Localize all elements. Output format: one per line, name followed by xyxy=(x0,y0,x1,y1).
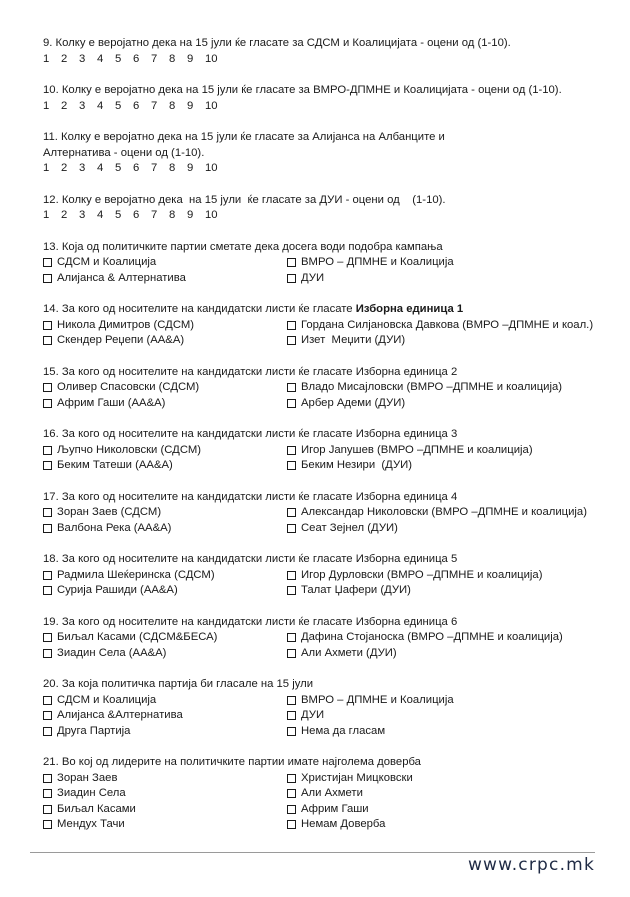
checkbox-icon[interactable] xyxy=(287,383,296,392)
checkbox-icon[interactable] xyxy=(43,820,52,829)
checkbox-icon[interactable] xyxy=(287,336,296,345)
checkbox-icon[interactable] xyxy=(43,383,52,392)
options-grid xyxy=(43,318,613,349)
option-checkbox[interactable] xyxy=(43,724,287,740)
option-checkbox[interactable] xyxy=(43,255,287,271)
option-label: Радмила Шеќеринска (СДСМ) xyxy=(57,568,215,581)
option-label: Зоран Заев (СДСМ) xyxy=(57,506,162,518)
question-10 xyxy=(43,83,613,114)
option-label: Љупчо Николовски (СДСМ) xyxy=(57,443,202,456)
scale-value: 7 xyxy=(151,162,158,174)
scale-value: 9 xyxy=(187,52,194,65)
option-checkbox[interactable] xyxy=(43,318,287,334)
scale-value: 8 xyxy=(169,52,176,65)
question-title: 18. За кого од носителите на кандидатски листи ќе гласате Изборна единица 5 xyxy=(43,553,458,565)
option-label: Зиадин Села (АА&А) xyxy=(57,646,167,659)
question-text: 14. За кого од носителите на кандидатски листи ќе гласате xyxy=(43,303,356,315)
checkbox-icon[interactable] xyxy=(287,696,296,705)
option-checkbox[interactable] xyxy=(287,505,613,521)
scale-value: 1 xyxy=(43,162,50,174)
option-label: СДСМ и Коалиција xyxy=(57,693,157,706)
scale-value: 4 xyxy=(97,99,104,112)
rating-scale xyxy=(43,208,613,224)
scale-value: 9 xyxy=(187,99,194,112)
checkbox-icon[interactable] xyxy=(287,446,296,455)
checkbox-icon[interactable] xyxy=(43,258,52,267)
checkbox-icon[interactable] xyxy=(287,274,296,283)
option-label: Нема да гласам xyxy=(301,724,386,737)
option-checkbox[interactable] xyxy=(287,802,613,818)
scale-value: 5 xyxy=(115,209,122,221)
option-label: Африм Гаши xyxy=(301,802,369,815)
option-label: Сеат Зејнел (ДУИ) xyxy=(301,521,398,534)
option-checkbox[interactable] xyxy=(43,583,287,599)
question-title: 17. За кого од носителите на кандидатски листи ќе гласате Изборна единица 4 xyxy=(43,490,458,503)
question-9 xyxy=(43,36,613,67)
scale-value: 6 xyxy=(133,162,140,174)
checkbox-icon[interactable] xyxy=(43,633,52,642)
question-title: 11. Колку е веројатно дека на 15 јули ќе гласате за Алијанса на Албанците и Алтернатива - оцени од (1-10). xyxy=(43,131,445,159)
options-grid xyxy=(43,630,613,661)
option-label: Зиадин Села xyxy=(57,787,126,799)
survey-questions xyxy=(43,36,613,849)
option-label: СДСМ и Коалиција xyxy=(57,256,157,268)
option-checkbox[interactable] xyxy=(43,271,287,287)
option-checkbox[interactable] xyxy=(287,630,613,646)
options-grid xyxy=(43,380,613,411)
scale-value: 2 xyxy=(61,162,68,174)
option-label: Игор Janушев (ВМРО –ДПМНЕ и коалиција) xyxy=(301,443,533,456)
option-label: Алијанса &Алтернатива xyxy=(57,709,183,721)
question-15 xyxy=(43,365,613,412)
checkbox-icon[interactable] xyxy=(287,805,296,814)
option-checkbox[interactable] xyxy=(43,333,287,349)
option-label: Игор Дурловски (ВМРО –ДПМНЕ и коалиција) xyxy=(301,568,543,581)
electoral-unit-label: Изборна единица 1 xyxy=(355,303,464,315)
question-title: 19. За кого од носителите на кандидатски листи ќе гласате Изборна единица 6 xyxy=(43,615,458,628)
scale-value: 6 xyxy=(133,99,140,112)
option-label: Валбона Река (АА&А) xyxy=(57,521,172,534)
checkbox-icon[interactable] xyxy=(287,774,296,783)
scale-value: 1 xyxy=(43,99,50,112)
options-grid xyxy=(43,505,613,536)
question-18 xyxy=(43,552,613,599)
option-label: Сурија Рашиди (АА&А) xyxy=(57,584,178,596)
option-label: Гордана Силјановска Давкова (ВМРО –ДПМНЕ и коал.) xyxy=(301,318,594,331)
option-checkbox[interactable] xyxy=(43,458,287,474)
options-grid xyxy=(43,255,613,286)
question-title: 9. Колку е веројатно дека на 15 јули ќе гласате за СДСМ и Коалицијата - оцени од (1-10). xyxy=(43,37,511,49)
question-title: 15. За кого од носителите на кандидатски листи ќе гласате Изборна единица 2 xyxy=(43,365,458,378)
option-checkbox[interactable] xyxy=(43,771,287,787)
option-label: Немам Доверба xyxy=(301,818,386,830)
checkbox-icon[interactable] xyxy=(43,711,52,720)
option-label: Мендух Тачи xyxy=(57,818,125,830)
question-title: 21. Во кој од лидерите на политичките партии имате најголема доверба xyxy=(43,756,421,768)
option-label: Африм Гаши (АА&А) xyxy=(57,396,166,409)
option-checkbox[interactable] xyxy=(287,771,613,787)
option-checkbox[interactable] xyxy=(287,646,613,662)
option-checkbox[interactable] xyxy=(287,708,613,724)
option-checkbox[interactable] xyxy=(287,318,613,334)
checkbox-icon[interactable] xyxy=(43,774,52,783)
checkbox-icon[interactable] xyxy=(287,789,296,798)
scale-value: 6 xyxy=(133,209,140,221)
option-label: Али Ахмети (ДУИ) xyxy=(301,646,397,659)
option-checkbox[interactable] xyxy=(43,786,287,802)
question-title: 13. Која од политичките партии сметате дека досега води подобра кампања xyxy=(43,240,443,253)
option-checkbox[interactable] xyxy=(287,583,613,599)
checkbox-icon[interactable] xyxy=(287,571,296,580)
checkbox-icon[interactable] xyxy=(43,508,52,517)
option-label: ВМРО – ДПМНЕ и Коалиција xyxy=(301,693,454,706)
scale-value: 3 xyxy=(79,52,86,65)
option-label: ДУИ xyxy=(301,709,325,721)
option-label: Никола Димитров (СДСМ) xyxy=(57,318,195,331)
option-label: Христијан Мицковски xyxy=(301,771,413,784)
scale-value: 10 xyxy=(205,162,218,174)
option-checkbox[interactable] xyxy=(287,568,613,584)
option-checkbox[interactable] xyxy=(287,443,613,459)
option-checkbox[interactable] xyxy=(287,724,613,740)
checkbox-icon[interactable] xyxy=(287,508,296,517)
scale-value: 1 xyxy=(43,52,50,65)
scale-value: 4 xyxy=(97,209,104,221)
option-label: Дафина Стојаноска (ВМРО –ДПМНЕ и коалиција) xyxy=(301,631,563,643)
option-label: ДУИ xyxy=(301,271,325,284)
scale-value: 10 xyxy=(205,99,218,112)
scale-value: 8 xyxy=(169,162,176,174)
checkbox-icon[interactable] xyxy=(287,258,296,267)
rating-scale xyxy=(43,52,613,68)
scale-value: 7 xyxy=(151,99,158,112)
option-checkbox[interactable] xyxy=(287,521,613,537)
checkbox-icon[interactable] xyxy=(43,446,52,455)
option-checkbox[interactable] xyxy=(43,817,287,833)
question-13 xyxy=(43,240,613,287)
option-checkbox[interactable] xyxy=(287,786,613,802)
checkbox-icon[interactable] xyxy=(287,524,296,533)
scale-value: 1 xyxy=(43,209,50,221)
checkbox-icon[interactable] xyxy=(43,789,52,798)
scale-value: 4 xyxy=(97,52,104,65)
option-checkbox[interactable] xyxy=(287,458,613,474)
question-14 xyxy=(43,302,613,349)
checkbox-icon[interactable] xyxy=(43,461,52,470)
rating-scale xyxy=(43,99,613,115)
option-checkbox[interactable] xyxy=(43,693,287,709)
question-title: 20. За која политичка партија би гласале на 15 јули xyxy=(43,678,314,690)
option-label: Биљал Касами xyxy=(57,802,136,815)
option-label: Друга Партија xyxy=(57,724,131,737)
option-checkbox[interactable] xyxy=(43,521,287,537)
checkbox-icon[interactable] xyxy=(43,727,52,736)
scale-value: 9 xyxy=(187,162,194,174)
checkbox-icon[interactable] xyxy=(43,336,52,345)
checkbox-icon[interactable] xyxy=(43,805,52,814)
scale-value: 3 xyxy=(79,209,86,221)
scale-value: 3 xyxy=(79,162,86,174)
option-label: Алијанса & Алтернатива xyxy=(57,271,186,284)
scale-value: 9 xyxy=(187,209,194,221)
scale-value: 5 xyxy=(115,99,122,112)
scale-value: 10 xyxy=(205,209,218,221)
question-19 xyxy=(43,615,613,662)
checkbox-icon[interactable] xyxy=(287,321,296,330)
question-11 xyxy=(43,130,613,177)
option-label: Скендер Реџепи (АА&А) xyxy=(57,334,185,346)
scale-value: 2 xyxy=(61,209,68,221)
option-checkbox[interactable] xyxy=(287,380,613,396)
option-checkbox[interactable] xyxy=(43,396,287,412)
option-checkbox[interactable] xyxy=(43,568,287,584)
footer-divider xyxy=(30,852,595,853)
option-label: Александар Николовски (ВМРО –ДПМНЕ и коалиција) xyxy=(301,506,587,518)
checkbox-icon[interactable] xyxy=(43,399,52,408)
scale-value: 2 xyxy=(61,52,68,65)
scale-value: 6 xyxy=(133,52,140,65)
scale-value: 8 xyxy=(169,99,176,112)
option-checkbox[interactable] xyxy=(43,802,287,818)
option-checkbox[interactable] xyxy=(43,443,287,459)
option-label: Зоран Заев xyxy=(57,771,118,784)
option-label: Арбер Адеми (ДУИ) xyxy=(301,396,406,409)
option-checkbox[interactable] xyxy=(287,333,613,349)
question-title xyxy=(43,302,613,318)
checkbox-icon[interactable] xyxy=(43,274,52,283)
checkbox-icon[interactable] xyxy=(287,649,296,658)
option-label: Али Ахмети xyxy=(301,787,363,799)
option-checkbox[interactable] xyxy=(287,255,613,271)
option-checkbox[interactable] xyxy=(287,396,613,412)
scale-value: 8 xyxy=(169,209,176,221)
option-checkbox[interactable] xyxy=(43,708,287,724)
question-title: 16. За кого од носителите на кандидатски листи ќе гласате Изборна единица 3 xyxy=(43,428,458,440)
options-grid xyxy=(43,443,613,474)
option-label: Беким Татеши (АА&А) xyxy=(57,459,173,471)
scale-value: 5 xyxy=(115,162,122,174)
checkbox-icon[interactable] xyxy=(43,696,52,705)
checkbox-icon[interactable] xyxy=(287,586,296,595)
question-12 xyxy=(43,193,613,224)
question-title: 10. Колку е веројатно дека на 15 јули ќе гласате за ВМРО-ДПМНЕ и Коалицијата - оцени од (1-10). xyxy=(43,84,562,96)
option-label: Владо Мисајловски (ВМРО –ДПМНЕ и коалиција) xyxy=(301,381,563,393)
options-grid xyxy=(43,568,613,599)
option-checkbox[interactable] xyxy=(287,693,613,709)
question-21 xyxy=(43,755,613,833)
scale-value: 2 xyxy=(61,99,68,112)
option-label: Беким Незири (ДУИ) xyxy=(301,459,413,471)
option-checkbox[interactable] xyxy=(287,817,613,833)
option-checkbox[interactable] xyxy=(43,380,287,396)
question-title: 12. Колку е веројатно дека на 15 јули ќе гласате за ДУИ - оцени од (1-10). xyxy=(43,193,446,206)
option-checkbox[interactable] xyxy=(287,271,613,287)
option-checkbox[interactable] xyxy=(43,630,287,646)
option-label: Оливер Спасовски (СДСМ) xyxy=(57,381,200,393)
checkbox-icon[interactable] xyxy=(287,820,296,829)
option-checkbox[interactable] xyxy=(43,646,287,662)
question-16 xyxy=(43,427,613,474)
scale-value: 4 xyxy=(97,162,104,174)
scale-value: 3 xyxy=(79,99,86,112)
checkbox-icon[interactable] xyxy=(43,586,52,595)
option-checkbox[interactable] xyxy=(43,505,287,521)
checkbox-icon[interactable] xyxy=(43,571,52,580)
checkbox-icon[interactable] xyxy=(287,399,296,408)
option-label: Изет Меџити (ДУИ) xyxy=(301,334,406,346)
question-17 xyxy=(43,490,613,537)
checkbox-icon[interactable] xyxy=(43,321,52,330)
option-label: Биљал Касами (СДСМ&БЕСА) xyxy=(57,631,218,643)
checkbox-icon[interactable] xyxy=(287,633,296,642)
option-label: ВМРО – ДПМНЕ и Коалиција xyxy=(301,256,454,268)
checkbox-icon[interactable] xyxy=(287,727,296,736)
scale-value: 5 xyxy=(115,52,122,65)
options-grid xyxy=(43,771,613,833)
rating-scale xyxy=(43,161,613,177)
option-label: Талат Џафери (ДУИ) xyxy=(301,584,411,596)
checkbox-icon[interactable] xyxy=(43,524,52,533)
scale-value: 10 xyxy=(205,52,218,65)
options-grid xyxy=(43,693,613,740)
question-20 xyxy=(43,677,613,739)
checkbox-icon[interactable] xyxy=(287,461,296,470)
checkbox-icon[interactable] xyxy=(43,649,52,658)
checkbox-icon[interactable] xyxy=(287,711,296,720)
scale-value: 7 xyxy=(151,209,158,221)
scale-value: 7 xyxy=(151,52,158,65)
footer-url[interactable]: www.crpc.mk xyxy=(467,855,595,875)
